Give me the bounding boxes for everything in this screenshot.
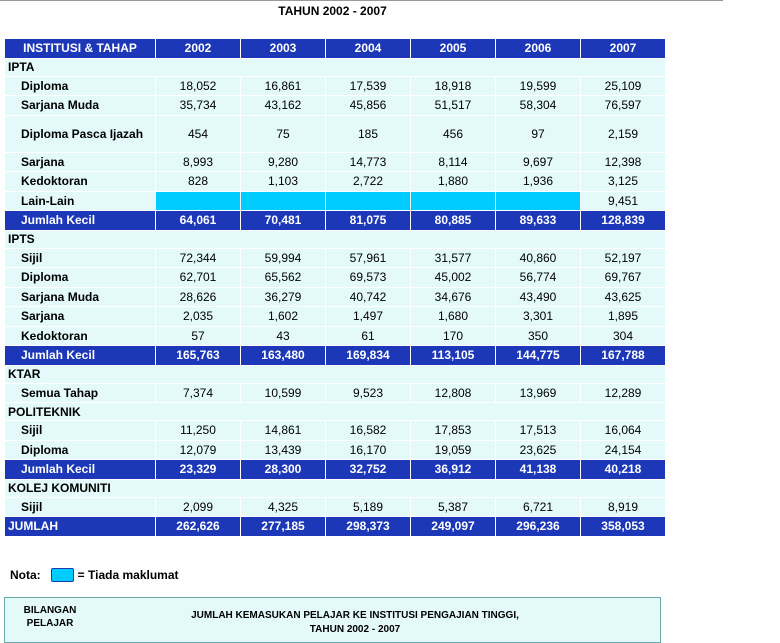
value-cell: 8,993 — [156, 152, 241, 172]
value-cell: 3,125 — [581, 172, 666, 192]
value-cell: 1,497 — [326, 307, 411, 327]
value-cell: 7,374 — [156, 383, 241, 403]
value-cell: 18,052 — [156, 76, 241, 96]
row-label: Diploma — [5, 440, 156, 460]
table-row — [5, 421, 666, 441]
top-rule — [0, 0, 723, 1]
column-header: 2006 — [496, 39, 581, 59]
value-cell: 5,189 — [326, 497, 411, 517]
row-label: Kedoktoran — [5, 172, 156, 192]
value-cell: 350 — [496, 326, 581, 346]
footer-left-label — [15, 604, 85, 630]
value-cell: 12,398 — [581, 152, 666, 172]
value-cell: 1,895 — [581, 307, 666, 327]
value-cell: 8,114 — [411, 152, 496, 172]
missing-data-swatch — [51, 568, 74, 582]
table-row — [5, 497, 666, 517]
table-row — [5, 115, 666, 152]
value-cell: 34,676 — [411, 287, 496, 307]
value-cell: 19,599 — [496, 76, 581, 96]
value-cell: 12,079 — [156, 440, 241, 460]
table-header-row — [5, 39, 666, 59]
table-row — [5, 307, 666, 327]
section-label: IPTS — [5, 230, 666, 248]
value-cell: 11,250 — [156, 421, 241, 441]
value-cell: 128,839 — [581, 211, 666, 231]
value-cell: 57 — [156, 326, 241, 346]
value-cell: 25,109 — [581, 76, 666, 96]
table-row — [5, 191, 666, 211]
value-cell: 4,325 — [241, 497, 326, 517]
row-label: Diploma — [5, 76, 156, 96]
footer-left-line: PELAJAR — [26, 618, 74, 629]
value-cell: 3,301 — [496, 307, 581, 327]
value-cell: 262,626 — [156, 517, 241, 537]
row-label: Jumlah Kecil — [5, 346, 156, 366]
table-row — [5, 326, 666, 346]
value-cell: 298,373 — [326, 517, 411, 537]
value-cell: 10,599 — [241, 383, 326, 403]
value-cell: 828 — [156, 172, 241, 192]
value-cell: 36,279 — [241, 287, 326, 307]
row-label: Sijil — [5, 248, 156, 268]
value-cell: 9,280 — [241, 152, 326, 172]
value-cell: 14,861 — [241, 421, 326, 441]
value-cell: 1,602 — [241, 307, 326, 327]
section-label: KOLEJ KOMUNITI — [5, 479, 666, 497]
legend-text: = Tiada maklumat — [77, 568, 179, 582]
table-row — [5, 248, 666, 268]
value-cell: 81,075 — [326, 211, 411, 231]
value-cell: 31,577 — [411, 248, 496, 268]
subtotal-row — [5, 346, 666, 366]
value-cell: 9,523 — [326, 383, 411, 403]
enrolment-table — [4, 38, 666, 537]
value-cell: 165,763 — [156, 346, 241, 366]
table-row — [5, 287, 666, 307]
column-header: INSTITUSI & TAHAP — [5, 39, 156, 59]
value-cell: 28,300 — [241, 460, 326, 480]
value-cell: 18,918 — [411, 76, 496, 96]
value-cell: 70,481 — [241, 211, 326, 231]
footer-title-line: JUMLAH KEMASUKAN PELAJAR KE INSTITUSI PENGAJIAN TINGGI, — [191, 610, 519, 621]
subtotal-row — [5, 211, 666, 231]
table-row — [5, 152, 666, 172]
value-cell: 14,773 — [326, 152, 411, 172]
column-header: 2002 — [156, 39, 241, 59]
value-cell: 23,625 — [496, 440, 581, 460]
value-cell: 16,170 — [326, 440, 411, 460]
value-cell: 277,185 — [241, 517, 326, 537]
value-cell: 40,742 — [326, 287, 411, 307]
subtotal-row — [5, 460, 666, 480]
value-cell: 8,919 — [581, 497, 666, 517]
value-cell: 1,103 — [241, 172, 326, 192]
value-cell: 2,159 — [581, 115, 666, 152]
value-cell: 456 — [411, 115, 496, 152]
value-cell: 45,002 — [411, 268, 496, 288]
value-cell: 13,439 — [241, 440, 326, 460]
value-cell: 40,218 — [581, 460, 666, 480]
value-cell: 167,788 — [581, 346, 666, 366]
value-cell: 59,994 — [241, 248, 326, 268]
row-label: Sijil — [5, 421, 156, 441]
value-cell: 45,856 — [326, 96, 411, 116]
row-label: JUMLAH — [5, 517, 156, 537]
table-body — [5, 58, 666, 536]
footer-left-line: BILANGAN — [23, 605, 77, 616]
value-cell: 6,721 — [496, 497, 581, 517]
value-cell: 58,304 — [496, 96, 581, 116]
value-cell: 61 — [326, 326, 411, 346]
value-cell: 358,053 — [581, 517, 666, 537]
missing-data-cell — [326, 191, 411, 211]
value-cell: 13,969 — [496, 383, 581, 403]
value-cell: 97 — [496, 115, 581, 152]
value-cell: 89,633 — [496, 211, 581, 231]
value-cell: 28,626 — [156, 287, 241, 307]
value-cell: 65,562 — [241, 268, 326, 288]
value-cell: 72,344 — [156, 248, 241, 268]
value-cell: 69,573 — [326, 268, 411, 288]
value-cell: 19,059 — [411, 440, 496, 460]
value-cell: 43 — [241, 326, 326, 346]
table-row — [5, 383, 666, 403]
value-cell: 17,539 — [326, 76, 411, 96]
value-cell: 17,853 — [411, 421, 496, 441]
row-label: Kedoktoran — [5, 326, 156, 346]
missing-data-cell — [156, 191, 241, 211]
row-label: Jumlah Kecil — [5, 211, 156, 231]
row-label: Semua Tahap — [5, 383, 156, 403]
value-cell: 454 — [156, 115, 241, 152]
value-cell: 51,517 — [411, 96, 496, 116]
column-header: 2004 — [326, 39, 411, 59]
value-cell: 64,061 — [156, 211, 241, 231]
value-cell: 56,774 — [496, 268, 581, 288]
value-cell: 52,197 — [581, 248, 666, 268]
table-row — [5, 268, 666, 288]
table-row — [5, 440, 666, 460]
value-cell: 36,912 — [411, 460, 496, 480]
value-cell: 35,734 — [156, 96, 241, 116]
value-cell: 32,752 — [326, 460, 411, 480]
missing-data-cell — [496, 191, 581, 211]
section-label: IPTA — [5, 58, 666, 76]
row-label: Sijil — [5, 497, 156, 517]
value-cell: 1,936 — [496, 172, 581, 192]
value-cell: 296,236 — [496, 517, 581, 537]
row-label: Sarjana — [5, 307, 156, 327]
footer-title-line: TAHUN 2002 - 2007 — [309, 624, 401, 635]
row-label: Diploma Pasca Ijazah — [5, 115, 156, 152]
value-cell: 41,138 — [496, 460, 581, 480]
value-cell: 24,154 — [581, 440, 666, 460]
legend — [10, 568, 179, 582]
legend-prefix: Nota: — [10, 568, 41, 582]
value-cell: 9,451 — [581, 191, 666, 211]
value-cell: 75 — [241, 115, 326, 152]
missing-data-cell — [411, 191, 496, 211]
value-cell: 40,860 — [496, 248, 581, 268]
value-cell: 9,697 — [496, 152, 581, 172]
row-label: Sarjana — [5, 152, 156, 172]
value-cell: 1,880 — [411, 172, 496, 192]
value-cell: 43,625 — [581, 287, 666, 307]
grand-total-row — [5, 517, 666, 537]
table-row — [5, 96, 666, 116]
value-cell: 17,513 — [496, 421, 581, 441]
value-cell: 170 — [411, 326, 496, 346]
value-cell: 113,105 — [411, 346, 496, 366]
value-cell: 304 — [581, 326, 666, 346]
value-cell: 16,064 — [581, 421, 666, 441]
value-cell: 16,861 — [241, 76, 326, 96]
page-heading: TAHUN 2002 - 2007 — [278, 4, 387, 18]
value-cell: 144,775 — [496, 346, 581, 366]
value-cell: 57,961 — [326, 248, 411, 268]
row-label: Sarjana Muda — [5, 287, 156, 307]
row-label: Jumlah Kecil — [5, 460, 156, 480]
value-cell: 12,289 — [581, 383, 666, 403]
section-row — [5, 479, 666, 497]
value-cell: 76,597 — [581, 96, 666, 116]
column-header: 2007 — [581, 39, 666, 59]
row-label: Sarjana Muda — [5, 96, 156, 116]
value-cell: 2,035 — [156, 307, 241, 327]
footer-box — [4, 597, 661, 643]
section-row — [5, 365, 666, 383]
row-label: Lain-Lain — [5, 191, 156, 211]
section-label: KTAR — [5, 365, 666, 383]
value-cell: 2,099 — [156, 497, 241, 517]
section-row — [5, 230, 666, 248]
value-cell: 43,162 — [241, 96, 326, 116]
value-cell: 163,480 — [241, 346, 326, 366]
value-cell: 2,722 — [326, 172, 411, 192]
footer-title — [135, 609, 575, 637]
value-cell: 80,885 — [411, 211, 496, 231]
value-cell: 185 — [326, 115, 411, 152]
section-row — [5, 403, 666, 421]
column-header: 2005 — [411, 39, 496, 59]
value-cell: 169,834 — [326, 346, 411, 366]
table-row — [5, 172, 666, 192]
table-row — [5, 76, 666, 96]
value-cell: 62,701 — [156, 268, 241, 288]
column-header: 2003 — [241, 39, 326, 59]
value-cell: 12,808 — [411, 383, 496, 403]
value-cell: 5,387 — [411, 497, 496, 517]
section-label: POLITEKNIK — [5, 403, 666, 421]
section-row — [5, 58, 666, 76]
value-cell: 249,097 — [411, 517, 496, 537]
value-cell: 43,490 — [496, 287, 581, 307]
value-cell: 23,329 — [156, 460, 241, 480]
value-cell: 69,767 — [581, 268, 666, 288]
row-label: Diploma — [5, 268, 156, 288]
value-cell: 1,680 — [411, 307, 496, 327]
missing-data-cell — [241, 191, 326, 211]
value-cell: 16,582 — [326, 421, 411, 441]
